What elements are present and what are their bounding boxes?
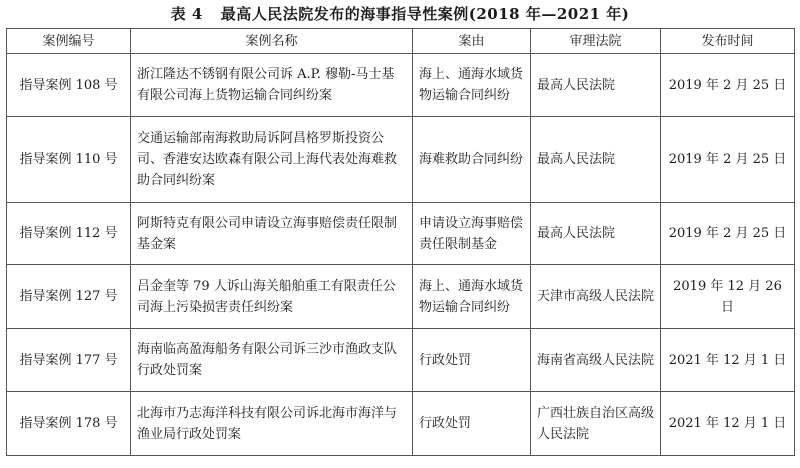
cause-cell: 申请设立海事赔偿责任限制基金 <box>413 203 531 265</box>
date-cell: 2021 年 12 月 1 日 <box>661 392 795 456</box>
header-case-number: 案例编号 <box>7 29 131 54</box>
court-cell: 最高人民法院 <box>531 203 661 265</box>
guiding-cases-table <box>6 28 795 456</box>
court-cell: 海南省高级人民法院 <box>531 329 661 392</box>
cause-cell: 海难救助合同纠纷 <box>413 117 531 203</box>
header-case-name: 案例名称 <box>131 29 413 54</box>
case-name-cell: 吕金奎等 79 人诉山海关船舶重工有限责任公司海上污染损害责任纠纷案 <box>131 265 413 329</box>
cause-cell: 行政处罚 <box>413 329 531 392</box>
case-number-cell: 指导案例 178 号 <box>7 392 131 456</box>
header-court: 审理法院 <box>531 29 661 54</box>
case-name-cell: 阿斯特克有限公司申请设立海事赔偿责任限制基金案 <box>131 203 413 265</box>
case-number-cell: 指导案例 108 号 <box>7 54 131 117</box>
cause-cell: 海上、通海水域货物运输合同纠纷 <box>413 265 531 329</box>
case-name-cell: 北海市乃志海洋科技有限公司诉北海市海洋与渔业局行政处罚案 <box>131 392 413 456</box>
case-number-cell: 指导案例 177 号 <box>7 329 131 392</box>
table-row <box>7 265 795 329</box>
date-cell: 2019 年 2 月 25 日 <box>661 54 795 117</box>
case-number-cell: 指导案例 112 号 <box>7 203 131 265</box>
court-cell: 广西壮族自治区高级人民法院 <box>531 392 661 456</box>
header-publish-date: 发布时间 <box>661 29 795 54</box>
table-row <box>7 392 795 456</box>
cause-cell: 海上、通海水域货物运输合同纠纷 <box>413 54 531 117</box>
court-cell: 最高人民法院 <box>531 117 661 203</box>
table-title: 最高人民法院发布的海事指导性案例(2018 年—2021 年) <box>220 5 630 23</box>
case-name-cell: 浙江隆达不锈钢有限公司诉 A.P. 穆勒-马士基有限公司海上货物运输合同纠纷案 <box>131 54 413 117</box>
cause-cell: 行政处罚 <box>413 392 531 456</box>
court-cell: 天津市高级人民法院 <box>531 265 661 329</box>
date-cell: 2021 年 12 月 1 日 <box>661 329 795 392</box>
court-cell: 最高人民法院 <box>531 54 661 117</box>
date-cell: 2019 年 2 月 25 日 <box>661 117 795 203</box>
table-row <box>7 329 795 392</box>
table-caption <box>0 0 800 28</box>
header-cause: 案由 <box>413 29 531 54</box>
case-number-cell: 指导案例 110 号 <box>7 117 131 203</box>
table-row <box>7 117 795 203</box>
table-row <box>7 54 795 117</box>
date-cell: 2019 年 2 月 25 日 <box>661 203 795 265</box>
table-row <box>7 203 795 265</box>
case-number-cell: 指导案例 127 号 <box>7 265 131 329</box>
case-name-cell: 海南临高盈海船务有限公司诉三沙市渔政支队行政处罚案 <box>131 329 413 392</box>
date-cell: 2019 年 12 月 26 日 <box>661 265 795 329</box>
case-name-cell: 交通运输部南海救助局诉阿昌格罗斯投资公司、香港安达欧森有限公司上海代表处海难救助合同纠纷案 <box>131 117 413 203</box>
table-header-row <box>7 29 795 54</box>
table-number: 表 4 <box>170 5 203 23</box>
